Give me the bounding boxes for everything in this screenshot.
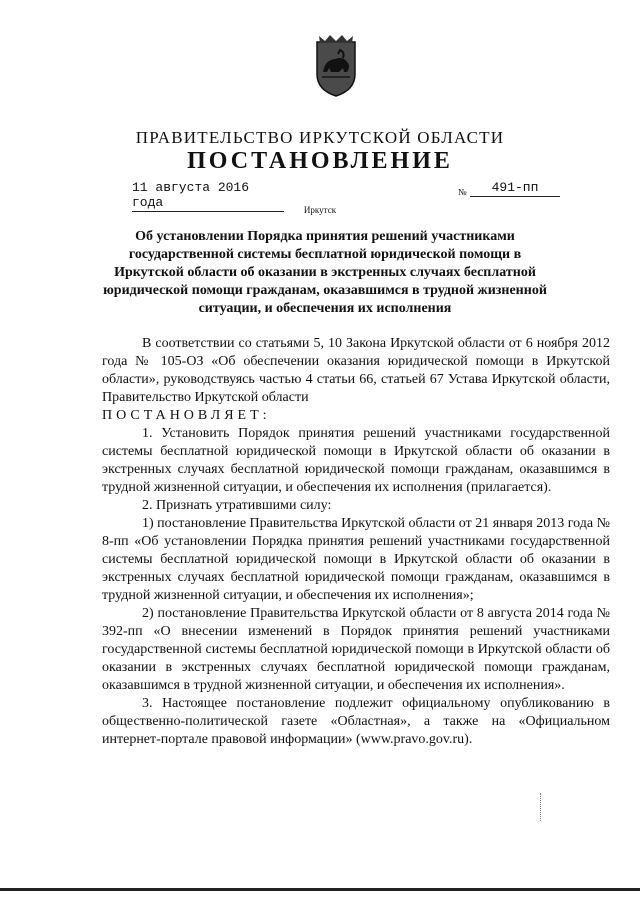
intro-paragraph: В соответствии со статьями 5, 10 Закона Иркутской области от 6 ноября 2012 года № 105-ОЗ «Об обеспечении оказания юридической помощи в Иркутской области», руководствуясь частью 4 статьи 66, статьей 67 Устава Иркутской области, Правительство Иркутской области bbox=[102, 336, 610, 405]
paragraph-item-2-2: 2) постановление Правительства Иркутской области от 8 августа 2014 года № 392-пп «О внесении изменений в Порядок принятия решений участниками государственной системы бесплатной юридической помощи в Иркутской области об оказании в экстренных случаях бесплатной юридической помощи гражданам, оказавшимся в трудной жизненной ситуации, и обеспечения их исполнения». bbox=[102, 606, 610, 693]
document-number: 491-пп bbox=[470, 180, 560, 197]
paragraph-item-3: 3. Настоящее постановление подлежит официальному опубликованию в общественно-политической газете «Областная», а также на «Официальном интернет-портале правовой информации» (www.pravo.gov.ru). bbox=[102, 696, 610, 747]
document-date: 11 августа 2016 года bbox=[132, 180, 284, 212]
coat-of-arms-icon bbox=[313, 32, 359, 98]
bottom-border-line bbox=[0, 888, 640, 891]
number-label: № bbox=[458, 187, 467, 197]
paragraph-item-2-1: 1) постановление Правительства Иркутской области от 21 января 2013 года № 8-пп «Об установлении Порядка принятия решений участниками государственной системы бесплатной юридической помощи в Иркутской области об оказании в экстренных случаях бесплатной юридической помощи гражданам, оказавшимся в трудной жизненной ситуации, и обеспечения их исполнения»; bbox=[102, 516, 610, 603]
government-name: ПРАВИТЕЛЬСТВО ИРКУТСКОЙ ОБЛАСТИ bbox=[135, 128, 505, 147]
document-heading: Об установлении Порядка принятия решений участниками государственной системы бесплатной юридической помощи в Иркутской области об оказании в экстренных случаях бесплатной юридической помощи гражданам, оказавшимся в трудной жизненной ситуации, и обеспечения их исполнения bbox=[103, 229, 547, 316]
scan-mark bbox=[540, 793, 542, 821]
document-type-title: ПОСТАНОВЛЕНИЕ bbox=[187, 148, 453, 174]
paragraph-item-1: 1. Установить Порядок принятия решений участниками государственной системы бесплатной юридической помощи в Иркутской области об оказании в экстренных случаях бесплатной юридической помощи гражданам, оказавшимся в трудной жизненной ситуации, и обеспечения их исполнения (прилагается). bbox=[102, 426, 610, 495]
paragraph-item-2: 2. Признать утратившими силу: bbox=[142, 498, 332, 513]
document-body bbox=[102, 335, 610, 749]
city-name: Иркутск bbox=[303, 205, 337, 215]
decree-word: ПОСТАНОВЛЯЕТ: bbox=[102, 408, 271, 423]
